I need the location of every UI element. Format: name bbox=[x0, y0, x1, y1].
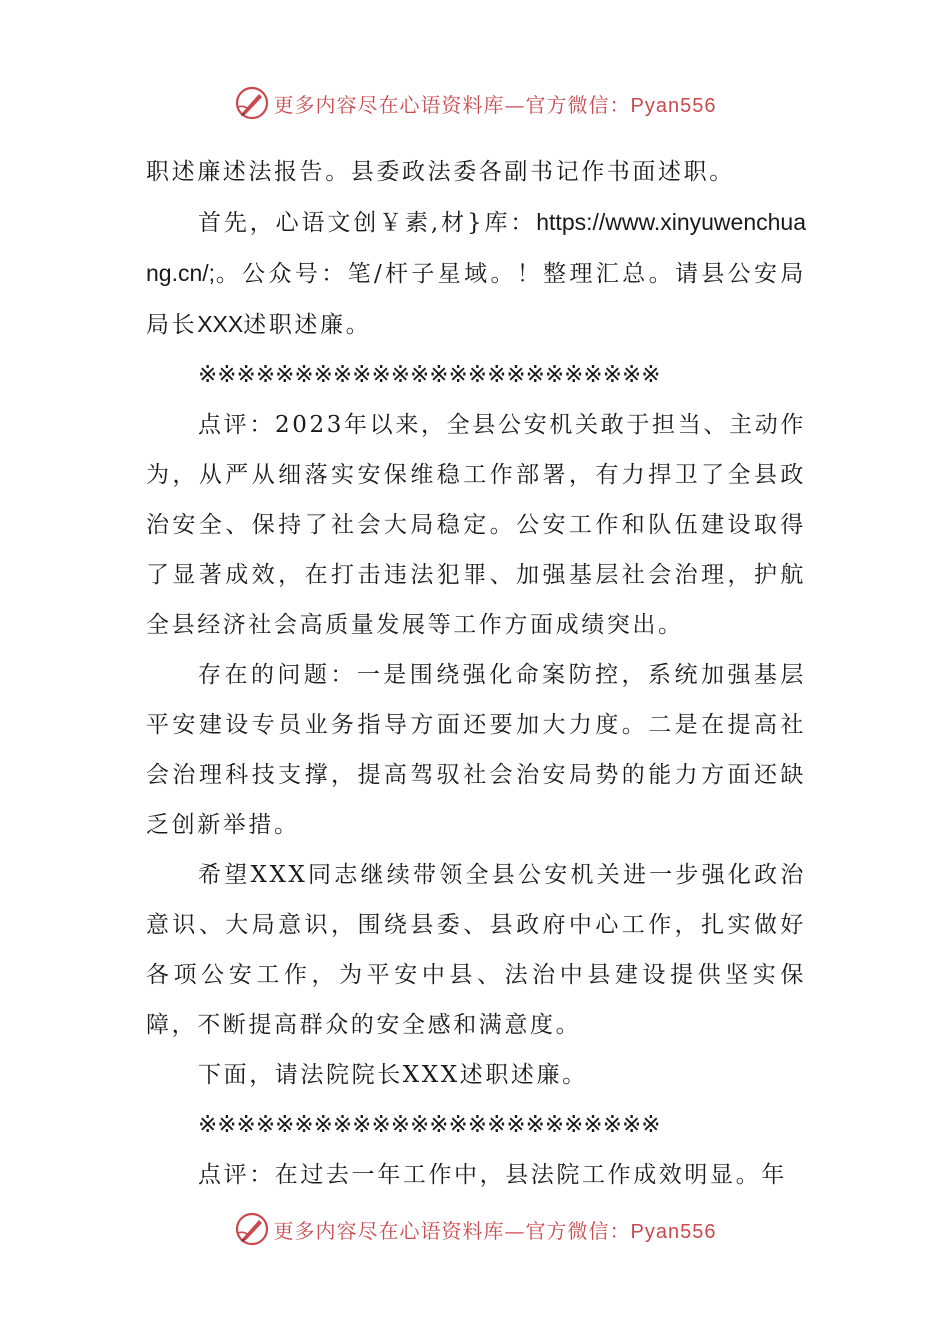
wechat-id: Pyan556 bbox=[630, 94, 717, 117]
wechat-id: Pyan556 bbox=[630, 1220, 717, 1243]
pen-logo-icon bbox=[234, 85, 270, 121]
paragraph: 点评：2023年以来，全县公安机关敢于担当、主动作为，从严从细落实安保维稳工作部署，有力捍卫了全县政治安全、保持了社会大局稳定。公安工作和队伍建设取得了显著成效，在打击违法犯罪、加强基层社会治理，护航全县经济社会高质量发展等工作方面成绩突出。 bbox=[146, 412, 806, 638]
footer-banner bbox=[0, 1209, 950, 1249]
separator-stars: ※※※※※※※※※※※※※※※※※※※※※※※※ bbox=[198, 1112, 661, 1138]
url-text: https://www.xinyuwenchuang.cn/; bbox=[146, 209, 806, 286]
paragraph: 点评：在过去一年工作中，县法院工作成效明显。年 bbox=[198, 1162, 787, 1188]
paragraph: 希望XXX同志继续带领全县公安机关进一步强化政治意识、大局意识，围绕县委、县政府中心工作，扎实做好各项公安工作，为平安中县、法治中县建设提供坚实保障，不断提高群众的安全感和满意度。 bbox=[146, 862, 806, 1038]
paragraph: 存在的问题：一是围绕强化命案防控，系统加强基层平安建设专员业务指导方面还要加大力度。二是在提高社会治理科技支撑，提高驾驭社会治安局势的能力方面还缺乏创新举措。 bbox=[146, 662, 806, 838]
document-body bbox=[146, 147, 806, 1200]
paragraph-text-1b: 。公众号：笔/杆子星域。！整理汇总。请县公安局局长XXX述职述廉。 bbox=[146, 261, 806, 338]
header-banner bbox=[0, 83, 950, 123]
banner-text: 更多内容尽在心语资料库—官方微信：Pyan556 bbox=[273, 92, 717, 117]
separator-stars: ※※※※※※※※※※※※※※※※※※※※※※※※ bbox=[198, 362, 661, 388]
banner-text: 更多内容尽在心语资料库—官方微信：Pyan556 bbox=[273, 1218, 717, 1243]
paragraph: 职述廉述法报告。县委政法委各副书记作书面述职。 bbox=[146, 159, 735, 185]
paragraph: 下面，请法院院长XXX述职述廉。 bbox=[198, 1062, 588, 1088]
paragraph bbox=[146, 197, 806, 350]
paragraph-text-1: 首先，心语文创￥素,材}库： bbox=[198, 210, 537, 236]
pen-logo-icon bbox=[234, 1211, 270, 1247]
